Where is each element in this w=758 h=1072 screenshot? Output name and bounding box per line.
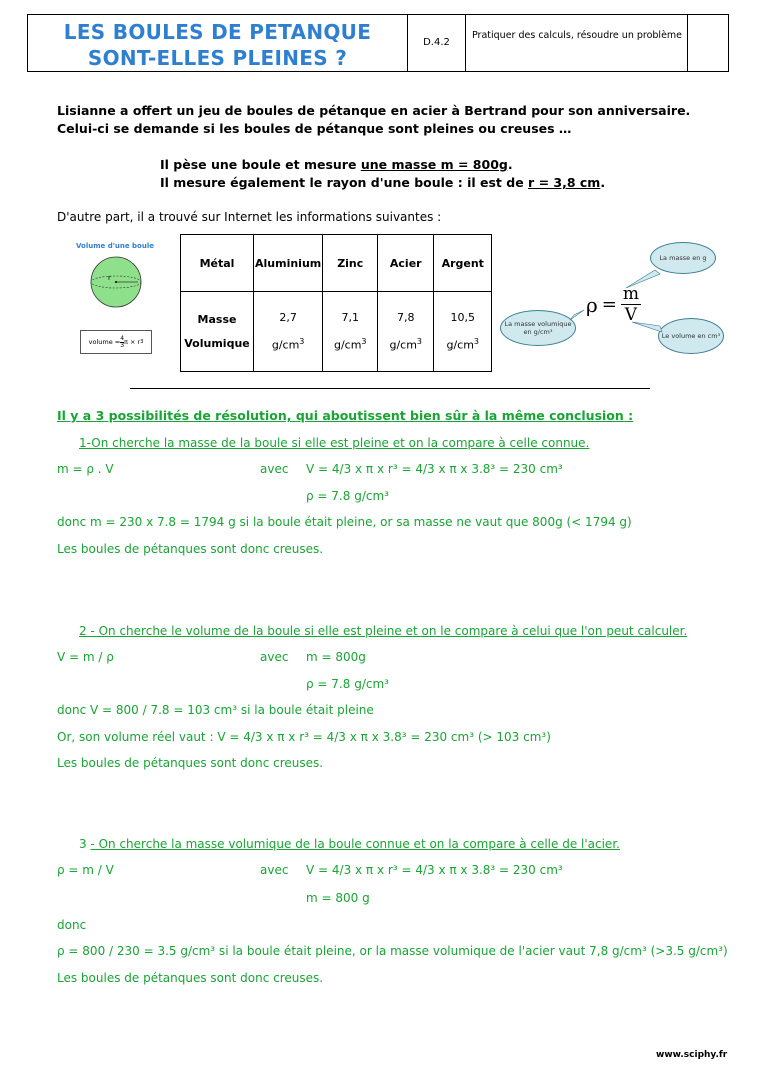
method3-rho-line: ρ = 800 / 230 = 3.5 g/cm³ si la boule était pleine, or la masse volumique de l'acier vaut 7,8 g/cm³ (>3.5 g/cm³) <box>57 944 728 958</box>
method2-title: 2 - On cherche le volume de la boule si elle est pleine et on le compare à celui que l'on peut calculer. <box>79 624 688 638</box>
sphere-icon <box>72 250 158 310</box>
method2-donc: donc V = 800 / 7.8 = 103 cm³ si la boule était pleine <box>57 703 374 717</box>
unit-text: g/cm <box>271 338 300 352</box>
value-zinc-num: 7,1 <box>341 310 359 324</box>
volume-formula-exp: 3 <box>140 339 144 345</box>
value-argent-num: 10,5 <box>450 310 475 324</box>
density-formula <box>586 284 641 325</box>
formula-den: V <box>624 305 638 325</box>
mass-suffix: . <box>507 157 513 172</box>
skill-description: Pratiquer des calculs, résoudre un problème <box>466 15 688 71</box>
table-header-row <box>181 235 492 292</box>
method3-title <box>79 837 620 851</box>
method1-formula: m = ρ . V <box>57 462 114 476</box>
unit-exp: 3 <box>361 336 367 346</box>
formula-fraction <box>621 284 641 325</box>
volume-formula-prefix: volume = <box>88 338 121 346</box>
sphere-radius-label: r <box>108 274 111 282</box>
value-acier <box>378 292 434 372</box>
separator <box>130 388 650 389</box>
header-zinc: Zinc <box>323 235 378 292</box>
unit-argent <box>435 330 490 358</box>
method2-conclusion: Les boules de pétanques sont donc creuses. <box>57 756 324 770</box>
unit-acier <box>379 330 432 358</box>
fraction-den: 3 <box>120 341 125 349</box>
page-title <box>28 15 408 71</box>
skill-code: D.4.2 <box>408 15 466 71</box>
method1-avec: avec <box>260 462 289 476</box>
formula-eq: = <box>601 294 617 315</box>
value-aluminium-num: 2,7 <box>279 310 297 324</box>
unit-exp: 3 <box>299 336 305 346</box>
method2-or: Or, son volume réel vaut : V = 4/3 x π x r³ = 4/3 x π x 3.8³ = 230 cm³ (> 103 cm³) <box>57 730 551 744</box>
method2-formula: V = m / ρ <box>57 650 114 664</box>
unit-aluminium <box>255 330 321 358</box>
volume-formula-suffix: π × r <box>124 338 141 346</box>
method3-conclusion: Les boules de pétanques sont donc creuses. <box>57 971 324 985</box>
title-line-2: SONT-ELLES PLEINES ? <box>87 46 348 70</box>
formula-rho: ρ <box>586 292 598 317</box>
header-aluminium: Aluminium <box>254 235 323 292</box>
sphere-caption: Volume d'une boule <box>76 242 154 250</box>
sphere-figure <box>72 242 158 314</box>
method1-rho: ρ = 7.8 g/cm³ <box>306 489 389 503</box>
formula-num: m <box>622 284 639 304</box>
header-argent: Argent <box>434 235 492 292</box>
title-line-1: LES BOULES DE PETANQUE <box>63 20 372 44</box>
method3-title-text: - On cherche la masse volumique de la boule connue et on la compare à celle de l'acier. <box>90 837 620 851</box>
grade-cell <box>688 15 728 71</box>
method1-conclusion: Les boules de pétanques sont donc creuses. <box>57 542 324 556</box>
method2-mass: m = 800g <box>306 650 366 664</box>
radius-value: r = 3,8 cm <box>528 175 601 190</box>
row-label-2: Volumique <box>184 336 250 350</box>
fraction-num: 4 <box>120 334 125 342</box>
method1-title: 1-On cherche la masse de la boule si elle est pleine et on la compare à celle connue. <box>79 436 590 450</box>
method1-volume: V = 4/3 x π x r³ = 4/3 x π x 3.8³ = 230 cm³ <box>306 462 563 476</box>
intro-line-1: Lisianne a offert un jeu de boules de pétanque en acier à Bertrand pour son anniversaire. <box>57 103 691 118</box>
method3-title-prefix: 3 <box>79 837 91 851</box>
method3-mass: m = 800 g <box>306 891 370 905</box>
density-table <box>180 234 492 372</box>
value-zinc <box>323 292 378 372</box>
row-label <box>181 292 254 372</box>
unit-text: g/cm <box>333 338 362 352</box>
solution-heading: Il y a 3 possibilités de résolution, qui aboutissent bien sûr à la même conclusion : <box>57 408 634 423</box>
method1-donc: donc m = 230 x 7.8 = 1794 g si la boule était pleine, or sa masse ne vaut que 800g (< 1794 g) <box>57 515 632 529</box>
volume-formula-box <box>80 330 152 354</box>
method3-volume: V = 4/3 x π x r³ = 4/3 x π x 3.8³ = 230 cm³ <box>306 863 563 877</box>
unit-exp: 3 <box>473 336 480 346</box>
value-acier-num: 7,8 <box>397 310 415 324</box>
mass-prefix: Il pèse une boule et mesure <box>160 157 361 172</box>
value-argent <box>434 292 492 372</box>
unit-text: g/cm <box>446 338 474 352</box>
method2-rho: ρ = 7.8 g/cm³ <box>306 677 389 691</box>
unit-text: g/cm <box>389 338 417 352</box>
bubble-mass: La masse en g <box>650 242 716 274</box>
method2-avec: avec <box>260 650 289 664</box>
internet-line: D'autre part, il a trouvé sur Internet les informations suivantes : <box>57 210 442 224</box>
intro-line-2: Celui-ci se demande si les boules de pétanque sont pleines ou creuses … <box>57 121 572 136</box>
unit-exp: 3 <box>416 336 423 346</box>
radius-suffix: . <box>600 175 606 190</box>
bubble-volume: Le volume en cm³ <box>658 318 724 354</box>
mass-value: une masse m = 800g <box>360 157 508 172</box>
header-metal: Métal <box>181 235 254 292</box>
method3-donc: donc <box>57 918 87 932</box>
footer-url[interactable]: www.sciphy.fr <box>656 1050 728 1060</box>
radius-line <box>160 174 720 192</box>
mass-line <box>160 156 720 174</box>
intro-text <box>57 102 737 138</box>
method3-avec: avec <box>260 863 289 877</box>
radius-prefix: Il mesure également le rayon d'une boule : il est de <box>160 175 529 190</box>
measurements <box>160 156 720 192</box>
bubble-rho: La masse volumique en g/cm³ <box>500 310 576 346</box>
header-box <box>27 14 729 72</box>
method3-formula: ρ = m / V <box>57 863 114 877</box>
table-row <box>181 292 492 372</box>
row-label-1: Masse <box>197 312 237 326</box>
header-acier: Acier <box>378 235 434 292</box>
unit-zinc <box>324 330 376 358</box>
value-aluminium <box>254 292 323 372</box>
